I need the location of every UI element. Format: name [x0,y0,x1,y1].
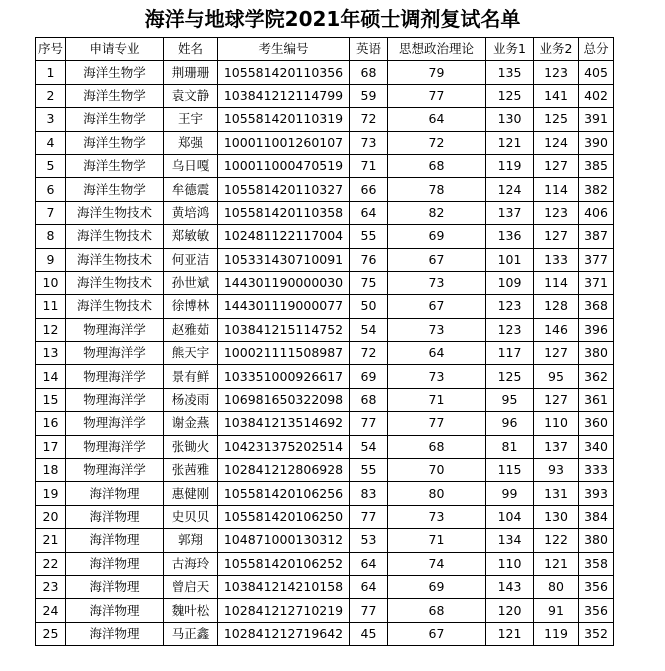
col-subject2-cell: 119 [534,622,579,645]
col-subject1-cell: 137 [486,201,534,224]
header-row [36,38,614,61]
col-politics-cell: 78 [388,178,486,201]
col-english-cell: 53 [350,529,388,552]
table-row [36,365,614,388]
col-subject1-cell: 101 [486,248,534,271]
col-name-cell: 谢金燕 [164,412,218,435]
col-english-cell: 55 [350,225,388,248]
col-subject2-cell: 114 [534,178,579,201]
col-politics-cell: 70 [388,459,486,482]
col-major-cell: 物理海洋学 [66,459,164,482]
table-row [36,575,614,598]
col-total-cell: 380 [579,342,614,365]
col-politics-cell: 73 [388,271,486,294]
col-major-cell: 海洋生物技术 [66,225,164,248]
table-row [36,154,614,177]
col-subject1-cell: 110 [486,552,534,575]
col-total-cell: 406 [579,201,614,224]
col-index-header: 序号 [36,38,66,61]
col-english-cell: 50 [350,295,388,318]
col-exam-id-cell: 104871000130312 [218,529,350,552]
col-total-cell: 380 [579,529,614,552]
table-row [36,271,614,294]
col-subject1-cell: 104 [486,505,534,528]
col-index-cell: 23 [36,575,66,598]
col-index-cell: 25 [36,622,66,645]
col-english-cell: 68 [350,388,388,411]
col-subject2-cell: 110 [534,412,579,435]
col-major-cell: 海洋生物学 [66,84,164,107]
col-english-cell: 54 [350,318,388,341]
col-subject2-cell: 95 [534,365,579,388]
col-major-cell: 海洋生物学 [66,131,164,154]
col-name-cell: 张锄火 [164,435,218,458]
col-subject1-cell: 99 [486,482,534,505]
col-total-cell: 368 [579,295,614,318]
col-politics-cell: 73 [388,318,486,341]
col-exam-id-cell: 106981650322098 [218,388,350,411]
col-index-cell: 19 [36,482,66,505]
col-subject2-cell: 80 [534,575,579,598]
col-major-cell: 海洋生物技术 [66,271,164,294]
table-body [36,61,614,646]
col-politics-cell: 79 [388,61,486,84]
col-exam-id-cell: 105581420110319 [218,108,350,131]
col-politics-cell: 77 [388,84,486,107]
col-subject2-cell: 121 [534,552,579,575]
table-row [36,388,614,411]
col-name-cell: 何亚洁 [164,248,218,271]
col-total-cell: 377 [579,248,614,271]
col-subject2-cell: 127 [534,388,579,411]
col-subject1-cell: 121 [486,622,534,645]
col-subject2-cell: 91 [534,599,579,622]
table-row [36,342,614,365]
col-english-cell: 64 [350,552,388,575]
col-index-cell: 12 [36,318,66,341]
col-politics-cell: 69 [388,225,486,248]
col-subject2-cell: 130 [534,505,579,528]
col-name-cell: 马正鑫 [164,622,218,645]
col-subject1-cell: 143 [486,575,534,598]
col-exam-id-cell: 103841213514692 [218,412,350,435]
col-total-cell: 384 [579,505,614,528]
col-politics-cell: 74 [388,552,486,575]
col-politics-cell: 71 [388,388,486,411]
col-total-cell: 361 [579,388,614,411]
col-index-cell: 6 [36,178,66,201]
col-english-cell: 76 [350,248,388,271]
page-title: 海洋与地球学院2021年硕士调剂复试名单 [144,7,521,31]
col-name-cell: 郑敏敏 [164,225,218,248]
col-politics-cell: 82 [388,201,486,224]
col-exam-id-cell: 105331430710091 [218,248,350,271]
col-exam-id-cell: 105581420110356 [218,61,350,84]
col-index-cell: 7 [36,201,66,224]
col-exam-id-cell: 103351000926617 [218,365,350,388]
col-english-cell: 66 [350,178,388,201]
col-index-cell: 2 [36,84,66,107]
table-row [36,412,614,435]
col-total-cell: 390 [579,131,614,154]
col-major-cell: 物理海洋学 [66,365,164,388]
col-name-cell: 张茜雅 [164,459,218,482]
col-name-cell: 牟德震 [164,178,218,201]
col-name-cell: 徐博林 [164,295,218,318]
col-english-cell: 72 [350,342,388,365]
col-major-cell: 海洋物理 [66,599,164,622]
col-subject1-cell: 123 [486,295,534,318]
table-row [36,295,614,318]
col-total-cell: 391 [579,108,614,131]
col-subject2-cell: 128 [534,295,579,318]
col-exam-id-cell: 100021111508987 [218,342,350,365]
col-name-cell: 王宇 [164,108,218,131]
col-english-cell: 54 [350,435,388,458]
col-major-cell: 海洋生物学 [66,61,164,84]
col-major-cell: 物理海洋学 [66,435,164,458]
col-english-cell: 69 [350,365,388,388]
table-row [36,622,614,645]
col-politics-cell: 72 [388,131,486,154]
col-name-cell: 熊天宇 [164,342,218,365]
col-subject2-cell: 114 [534,271,579,294]
table-row [36,318,614,341]
col-index-cell: 10 [36,271,66,294]
col-subject1-cell: 134 [486,529,534,552]
col-index-cell: 14 [36,365,66,388]
col-subject1-cell: 120 [486,599,534,622]
col-name-cell: 曾启天 [164,575,218,598]
col-total-cell: 371 [579,271,614,294]
col-exam-id-cell: 102841212710219 [218,599,350,622]
col-name-cell: 古海玲 [164,552,218,575]
col-index-cell: 11 [36,295,66,318]
col-index-cell: 13 [36,342,66,365]
col-politics-cell: 67 [388,622,486,645]
col-exam-id-cell: 102481122117004 [218,225,350,248]
col-english-cell: 77 [350,412,388,435]
col-total-cell: 360 [579,412,614,435]
col-subject1-cell: 109 [486,271,534,294]
col-exam-id-cell: 100011000470519 [218,154,350,177]
col-exam-id-cell: 144301119000077 [218,295,350,318]
col-subject1-cell: 136 [486,225,534,248]
col-name-cell: 袁文静 [164,84,218,107]
table-row [36,84,614,107]
col-major-cell: 海洋物理 [66,552,164,575]
col-index-cell: 18 [36,459,66,482]
col-total-cell: 362 [579,365,614,388]
col-subject1-cell: 123 [486,318,534,341]
col-english-cell: 77 [350,505,388,528]
col-english-header: 英语 [350,38,388,61]
col-exam-id-cell: 105581420106252 [218,552,350,575]
col-name-cell: 孙世斌 [164,271,218,294]
col-subject2-cell: 124 [534,131,579,154]
col-index-cell: 9 [36,248,66,271]
col-politics-cell: 80 [388,482,486,505]
col-major-cell: 海洋生物学 [66,108,164,131]
table-row [36,131,614,154]
col-politics-cell: 68 [388,599,486,622]
col-name-cell: 黄培鸿 [164,201,218,224]
col-subject2-cell: 131 [534,482,579,505]
col-major-header: 申请专业 [66,38,164,61]
col-total-cell: 352 [579,622,614,645]
col-index-cell: 1 [36,61,66,84]
col-index-cell: 15 [36,388,66,411]
col-major-cell: 海洋物理 [66,575,164,598]
col-politics-cell: 71 [388,529,486,552]
col-subject1-cell: 81 [486,435,534,458]
col-major-cell: 海洋物理 [66,482,164,505]
col-exam-id-cell: 105581420106256 [218,482,350,505]
table-row [36,178,614,201]
col-name-cell: 景有鲜 [164,365,218,388]
col-exam-id-header: 考生编号 [218,38,350,61]
col-subject2-cell: 93 [534,459,579,482]
col-exam-id-cell: 102841212719642 [218,622,350,645]
col-subject2-cell: 146 [534,318,579,341]
col-index-cell: 21 [36,529,66,552]
col-exam-id-cell: 100011001260107 [218,131,350,154]
table-row [36,248,614,271]
col-subject2-cell: 141 [534,84,579,107]
col-index-cell: 4 [36,131,66,154]
col-subject1-cell: 121 [486,131,534,154]
col-total-cell: 340 [579,435,614,458]
col-index-cell: 3 [36,108,66,131]
table-row [36,201,614,224]
col-total-cell: 387 [579,225,614,248]
col-name-cell: 惠健刚 [164,482,218,505]
col-major-cell: 海洋生物学 [66,178,164,201]
col-total-cell: 356 [579,575,614,598]
col-index-cell: 20 [36,505,66,528]
col-total-header: 总分 [579,38,614,61]
col-index-cell: 8 [36,225,66,248]
col-major-cell: 海洋生物技术 [66,201,164,224]
col-major-cell: 物理海洋学 [66,318,164,341]
col-subject1-cell: 125 [486,365,534,388]
col-major-cell: 海洋生物技术 [66,248,164,271]
col-english-cell: 83 [350,482,388,505]
col-english-cell: 45 [350,622,388,645]
col-name-cell: 魏叶松 [164,599,218,622]
table-row [36,552,614,575]
col-subject2-cell: 127 [534,225,579,248]
col-major-cell: 物理海洋学 [66,388,164,411]
col-exam-id-cell: 105581420110358 [218,201,350,224]
col-politics-cell: 73 [388,505,486,528]
col-major-cell: 海洋物理 [66,529,164,552]
col-index-cell: 16 [36,412,66,435]
col-exam-id-cell: 103841212114799 [218,84,350,107]
col-index-cell: 17 [36,435,66,458]
col-exam-id-cell: 104231375202514 [218,435,350,458]
col-politics-cell: 67 [388,248,486,271]
col-subject1-cell: 124 [486,178,534,201]
col-name-cell: 郑强 [164,131,218,154]
col-english-cell: 68 [350,61,388,84]
table-row [36,225,614,248]
col-total-cell: 382 [579,178,614,201]
col-subject2-cell: 123 [534,201,579,224]
col-politics-cell: 68 [388,435,486,458]
col-politics-cell: 73 [388,365,486,388]
col-name-cell: 史贝贝 [164,505,218,528]
col-subject2-cell: 127 [534,154,579,177]
col-english-cell: 77 [350,599,388,622]
col-subject1-cell: 96 [486,412,534,435]
col-subject1-cell: 135 [486,61,534,84]
roster-table [35,37,614,646]
col-exam-id-cell: 105581420106250 [218,505,350,528]
col-subject1-header: 业务1 [486,38,534,61]
col-english-cell: 73 [350,131,388,154]
col-major-cell: 海洋生物学 [66,154,164,177]
col-politics-cell: 77 [388,412,486,435]
col-index-cell: 24 [36,599,66,622]
col-subject2-cell: 137 [534,435,579,458]
col-name-cell: 郭翔 [164,529,218,552]
col-exam-id-cell: 102841212806928 [218,459,350,482]
col-subject1-cell: 130 [486,108,534,131]
table-row [36,529,614,552]
col-english-cell: 72 [350,108,388,131]
table-row [36,61,614,84]
col-subject1-cell: 95 [486,388,534,411]
col-exam-id-cell: 105581420110327 [218,178,350,201]
col-subject2-cell: 123 [534,61,579,84]
col-politics-cell: 68 [388,154,486,177]
col-name-cell: 赵雅茹 [164,318,218,341]
col-exam-id-cell: 103841215114752 [218,318,350,341]
col-major-cell: 海洋物理 [66,622,164,645]
col-name-cell: 杨凌雨 [164,388,218,411]
col-exam-id-cell: 144301190000030 [218,271,350,294]
col-major-cell: 海洋生物技术 [66,295,164,318]
table-row [36,599,614,622]
col-major-cell: 物理海洋学 [66,342,164,365]
col-total-cell: 385 [579,154,614,177]
col-english-cell: 64 [350,575,388,598]
col-name-header: 姓名 [164,38,218,61]
table-row [36,108,614,131]
col-english-cell: 71 [350,154,388,177]
col-index-cell: 5 [36,154,66,177]
col-english-cell: 64 [350,201,388,224]
col-total-cell: 358 [579,552,614,575]
col-politics-cell: 67 [388,295,486,318]
col-subject2-cell: 133 [534,248,579,271]
col-total-cell: 356 [579,599,614,622]
col-politics-cell: 64 [388,342,486,365]
col-subject2-cell: 122 [534,529,579,552]
col-index-cell: 22 [36,552,66,575]
col-exam-id-cell: 103841214210158 [218,575,350,598]
col-total-cell: 402 [579,84,614,107]
table-row [36,482,614,505]
col-subject1-cell: 119 [486,154,534,177]
col-major-cell: 物理海洋学 [66,412,164,435]
col-subject1-cell: 125 [486,84,534,107]
col-politics-header: 思想政治理论 [388,38,486,61]
col-major-cell: 海洋物理 [66,505,164,528]
col-name-cell: 荆珊珊 [164,61,218,84]
table-row [36,459,614,482]
col-politics-cell: 64 [388,108,486,131]
col-subject2-cell: 127 [534,342,579,365]
col-total-cell: 393 [579,482,614,505]
col-politics-cell: 69 [388,575,486,598]
col-subject1-cell: 115 [486,459,534,482]
col-total-cell: 405 [579,61,614,84]
col-total-cell: 396 [579,318,614,341]
col-subject1-cell: 117 [486,342,534,365]
col-total-cell: 333 [579,459,614,482]
col-english-cell: 59 [350,84,388,107]
table-row [36,435,614,458]
col-english-cell: 75 [350,271,388,294]
col-subject2-header: 业务2 [534,38,579,61]
col-english-cell: 55 [350,459,388,482]
col-subject2-cell: 125 [534,108,579,131]
table-row [36,505,614,528]
col-name-cell: 乌日嘎 [164,154,218,177]
